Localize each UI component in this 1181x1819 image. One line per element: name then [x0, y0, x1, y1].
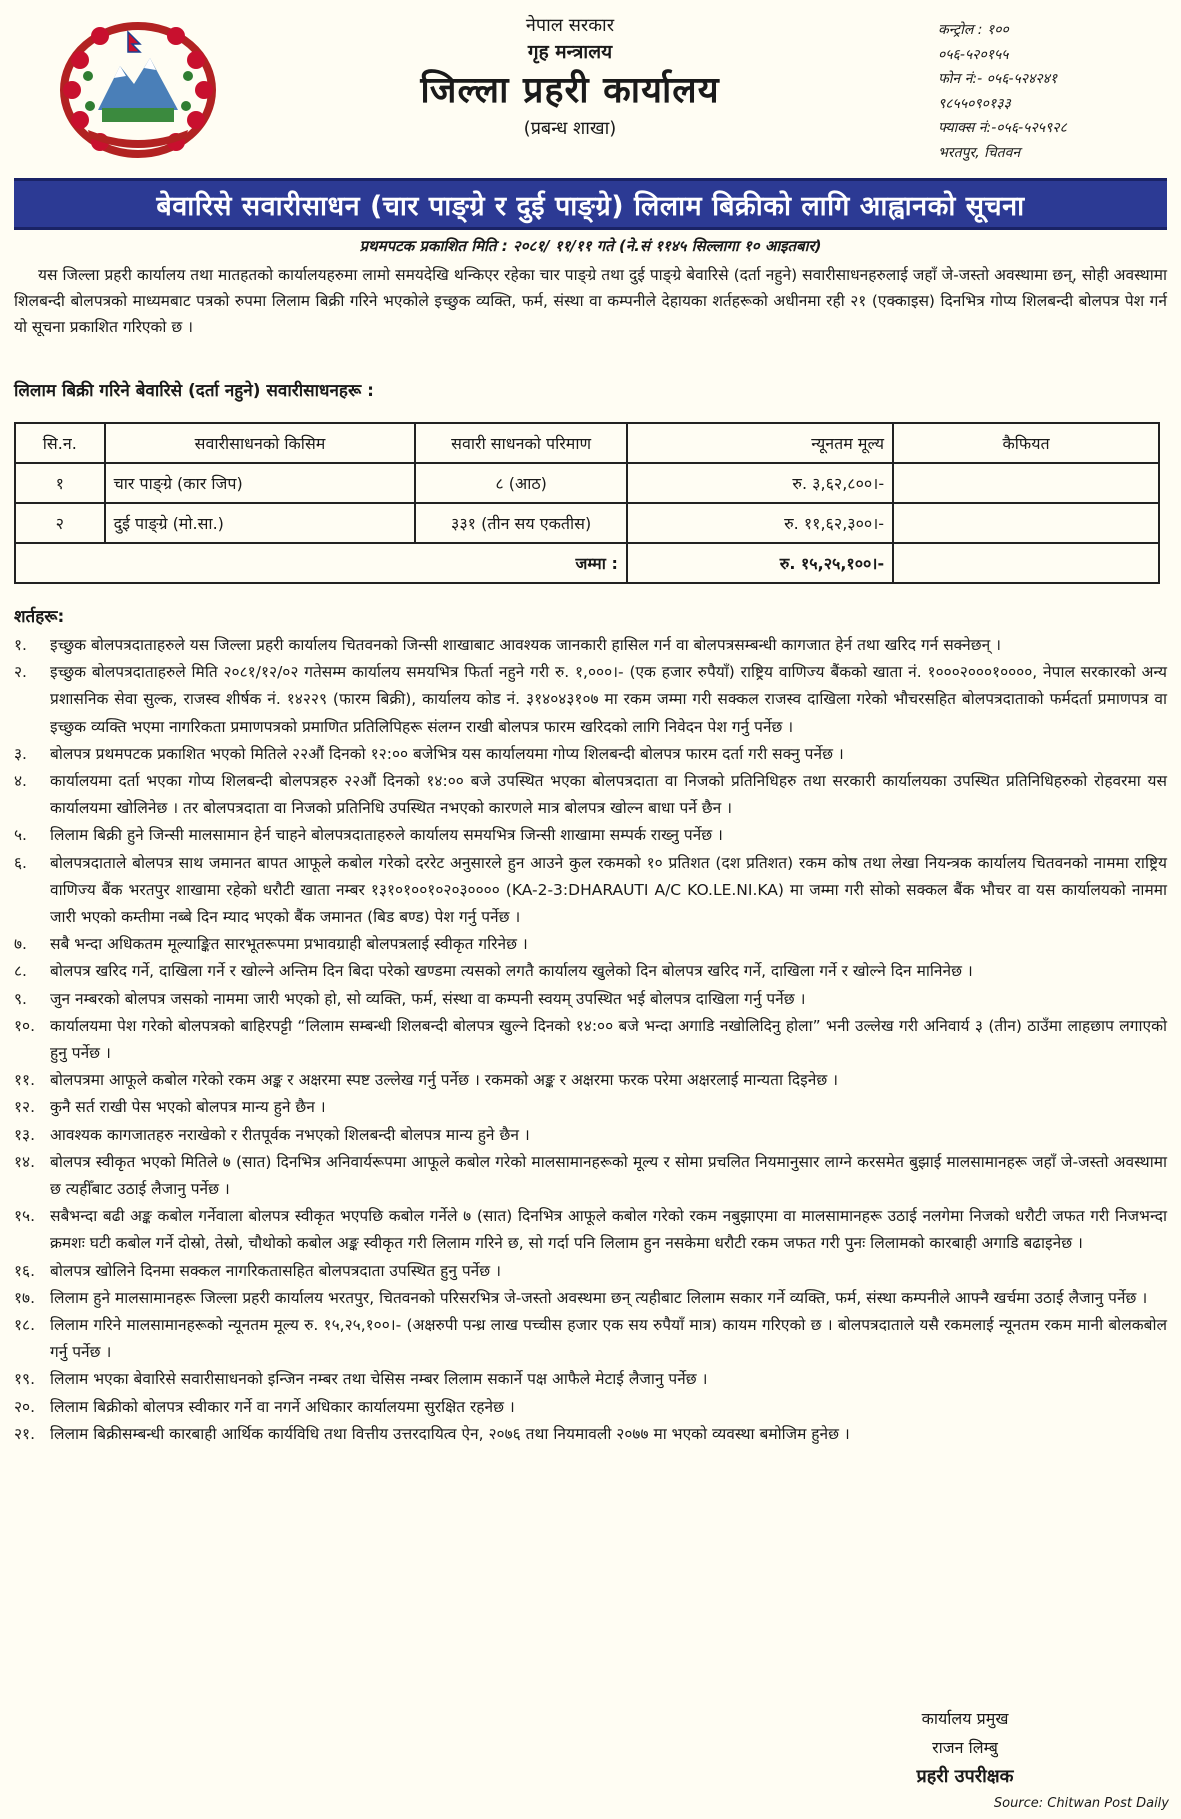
condition-number: ११.	[14, 1071, 36, 1090]
signatory-rank: प्रहरी उपरीक्षक	[916, 1766, 1014, 1787]
condition-text: लिलाम बिक्रीसम्बन्धी कारबाही आर्थिक कार्यविधि तथा वित्तीय उत्तरदायित्व ऐन, २०७६ तथा नियमावली २०७७ मा भएको व्यवस्था बमोजिम हुनेछ ।	[50, 1424, 850, 1443]
list-item	[14, 659, 1167, 741]
conditions-heading: शर्तहरू:	[14, 607, 65, 627]
col-header-price: न्यूनतम मूल्य	[627, 423, 893, 463]
condition-text: बोलपत्र खोलिने दिनमा सक्कल नागरिकतासहित बोलपत्रदाता उपस्थित हुनु पर्नेछ ।	[50, 1261, 501, 1280]
condition-text: बोलपत्र खरिद गर्ने, दाखिला गर्ने र खोल्ने अन्तिम दिन बिदा परेको खण्डमा त्यसको लगतै कार्यालय खुलेको दिन बोलपत्र खरिद गर्ने, दाखिला गर्ने र खोल्ने दिन मानिनेछ ।	[50, 962, 973, 981]
list-item	[14, 958, 1167, 985]
signature-block	[860, 1704, 1070, 1791]
col-header-remark: कैफियत	[893, 423, 1159, 463]
contact-block	[938, 18, 1178, 165]
table-row	[15, 463, 1159, 503]
list-item	[14, 931, 1167, 958]
cell-remark	[893, 503, 1159, 543]
condition-text: लिलाम बिक्री हुने जिन्सी मालसामान हेर्न चाहने बोलपत्रदाताहरुले कार्यालय समयभित्र जिन्सी शाखामा सम्पर्क राख्नु पर्नेछ ।	[50, 826, 723, 845]
condition-number: १७.	[14, 1288, 36, 1307]
cell-price: रु. ३,६२,८००।-	[627, 463, 893, 503]
list-item	[14, 850, 1167, 932]
list-item	[14, 1013, 1167, 1067]
cell-sn: १	[15, 463, 105, 503]
condition-text: लिलाम गरिने मालसामानहरूको न्यूनतम मूल्य रु. १५,२५,१००।- (अक्षरुपी पन्ध्र लाख पच्चीस हजार एक सय रुपैयाँ मात्र) कायम गरिएको छ । बोलपत्रदाताले यसै रकमलाई न्यूनतम रकम मानी बोलकबोल गर्नु पर्नेछ ।	[50, 1316, 1167, 1362]
list-item	[14, 1366, 1167, 1393]
vehicle-table	[14, 422, 1160, 584]
office-name: जिल्ला प्रहरी कार्यालय	[420, 70, 720, 111]
list-item	[14, 1285, 1167, 1312]
condition-text: बोलपत्रमा आफूले कबोल गरेको रकम अङ्क र अक्षरमा स्पष्ट उल्लेख गर्नु पर्नेछ । रकमको अङ्क र अक्षरमा फरक परेमा अक्षरलाई मान्यता दिइनेछ ।	[50, 1071, 839, 1090]
condition-text: लिलाम हुने मालसामानहरू जिल्ला प्रहरी कार्यालय भरतपुर, चितवनको परिसरभित्र जे-जस्तो अवस्थमा छन् त्यहीबाट लिलाम सकार गर्ने व्यक्ति, फर्म, संस्था कम्पनीले आफ्नै खर्चमा उठाई लैजानु पर्नेछ ।	[50, 1288, 1148, 1307]
cell-type: चार पाङ्ग्रे (कार जिप)	[105, 463, 416, 503]
list-item	[14, 1067, 1167, 1094]
list-item	[14, 1149, 1167, 1203]
contact-phone-2: फोन नं:- ०५६-५२४२४१	[938, 71, 1058, 87]
condition-number: २१.	[14, 1424, 36, 1443]
government-name: नेपाल सरकार	[525, 15, 615, 36]
col-header-qty: सवारी साधनको परिमाण	[415, 423, 626, 463]
cell-type: दुई पाङ्ग्रे (मो.सा.)	[105, 503, 416, 543]
contact-phone-1: ०५६-५२०१५५	[938, 46, 1009, 63]
notice-title-banner: बेवारिसे सवारीसाधन (चार पाङ्ग्रे र दुई पाङ्ग्रे) लिलाम बिक्रीको लागि आह्वानको सूचना	[14, 178, 1167, 230]
condition-text: इच्छुक बोलपत्रदाताहरुले यस जिल्ला प्रहरी कार्यालय चितवनको जिन्सी शाखाबाट आवश्यक जानकारी हासिल गर्न वा बोलपत्रसम्बन्धी कागजात हेर्न तथा खरिद गर्न सक्नेछन् ।	[50, 636, 1002, 654]
condition-text: लिलाम भएका बेवारिसे सवारीसाधनको इन्जिन नम्बर तथा चेसिस नम्बर लिलाम सकार्ने पक्ष आफैले मेटाई लैजानु पर्नेछ ।	[50, 1370, 708, 1389]
condition-text: कार्यालयमा पेश गरेको बोलपत्रको बाहिरपट्टी “लिलाम सम्बन्धी शिलबन्दी बोलपत्र खुल्ने दिनको १४:०० बजे भन्दा अगाडि नखोलिदिनु होला” भनी उल्लेख गरी अनिवार्य ३ (तीन) ठाउँमा लाहछाप लगाएको हुनु पर्नेछ ।	[50, 1016, 1167, 1063]
table-row	[15, 503, 1159, 543]
condition-text: सबै भन्दा अधिकतम मूल्याङ्कित सारभूतरूपमा प्रभावग्राही बोलपत्रलाई स्वीकृत गरिनेछ ।	[50, 935, 528, 954]
vehicle-list-heading: लिलाम बिक्री गरिने बेवारिसे (दर्ता नहुने) सवारीसाधनहरू :	[14, 381, 374, 401]
contact-control: कन्ट्रोल : १००	[938, 22, 1009, 38]
signatory-name: राजन लिम्बु	[932, 1738, 998, 1757]
cell-price: रु. ११,६२,३००।-	[627, 503, 893, 543]
conditions-list	[14, 632, 1167, 1448]
condition-number: १९.	[14, 1370, 36, 1389]
condition-text: जुन नम्बरको बोलपत्र जसको नाममा जारी भएको हो, सो व्यक्ति, फर्म, संस्था वा कम्पनी स्वयम् उपस्थित भई बोलपत्र दाखिला गर्नु पर्नेछ ।	[50, 989, 806, 1008]
intro-text: यस जिल्ला प्रहरी कार्यालय तथा मातहतको कार्यालयहरुमा लामो समयदेखि थन्किएर रहेका चार पाङ्ग्रे तथा दुई पाङ्ग्रे बेवारिसे (दर्ता नहुने) सवारीसाधनहरुलाई जहाँ जे-जस्तो अवस्थामा छन्, सोही अवस्थामा शिलबन्दी बोलपत्रको माध्यमबाट पत्रको रुपमा लिलाम बिक्री गरिने भएकोले इच्छुक व्यक्ति, फर्म, संस्था वा कम्पनीले देहायका शर्तहरूको अधीनमा रही २१ (एक्काइस) दिनभित्र गोप्य शिलबन्दी बोलपत्र पेश गर्न यो सूचना प्रकाशित गरिएको छ ।	[14, 266, 1167, 336]
cell-remark	[893, 463, 1159, 503]
nepal-emblem-icon	[58, 18, 218, 158]
signatory-role: कार्यालय प्रमुख	[921, 1709, 1009, 1728]
list-item	[14, 1203, 1167, 1257]
contact-mobile: ९८५५०९०१३३	[938, 95, 1011, 112]
office-header	[300, 14, 840, 142]
list-item	[14, 986, 1167, 1013]
contact-address: भरतपुर, चितवन	[938, 144, 1021, 161]
cell-qty: ८ (आठ)	[415, 463, 626, 503]
source-credit: Source: Chitwan Post Daily	[993, 1796, 1169, 1811]
list-item	[14, 1122, 1167, 1149]
condition-number: ७.	[14, 935, 27, 954]
condition-number: १८.	[14, 1316, 36, 1335]
cell-qty: ३३१ (तीन सय एकतीस)	[415, 503, 626, 543]
condition-text: बोलपत्र प्रथमपटक प्रकाशित भएको मितिले २२औं दिनको १२:०० बजेभित्र यस कार्यालयमा गोप्य शिलबन्दी बोलपत्र फारम दर्ता गरी सक्नु पर्नेछ ।	[50, 744, 844, 763]
table-total-row	[15, 543, 1159, 583]
condition-text: आवश्यक कागजातहरु नराखेको र रीतपूर्वक नभएको शिलबन्दी बोलपत्र मान्य हुने छैन ।	[50, 1125, 530, 1144]
condition-number: १३.	[14, 1125, 36, 1144]
intro-paragraph	[14, 262, 1167, 340]
publication-date: प्रथमपटक प्रकाशित मिति : २०८१/ ११/११ गते (ने.सं ११४५ सिल्लागा १० आइतबार)	[359, 237, 822, 255]
col-header-type: सवारीसाधनको किसिम	[105, 423, 416, 463]
condition-number: १४.	[14, 1152, 36, 1171]
condition-number: ३.	[14, 744, 27, 763]
total-remark	[893, 543, 1159, 583]
list-item	[14, 632, 1167, 659]
condition-number: १६.	[14, 1261, 36, 1280]
list-item	[14, 741, 1167, 768]
list-item	[14, 1421, 1167, 1448]
branch-name: (प्रबन्ध शाखा)	[523, 118, 617, 139]
condition-text: कार्यालयमा दर्ता भएका गोप्य शिलबन्दी बोलपत्रहरु २२औं दिनको १४:०० बजे उपस्थित भएका बोलपत्रदाता वा निजको प्रतिनिधिहरु तथा सरकारी कार्यालयका उपस्थित प्रतिनिधिहरुको रोहवरमा यस कार्यालयमा खोलिनेछ । तर बोलपत्रदाता वा निजको प्रतिनिधि उपस्थित नभएको कारणले मात्र बोलपत्र खोल्न बाधा पर्ने छैन ।	[50, 772, 1167, 818]
list-item	[14, 1312, 1167, 1366]
total-label: जम्मा :	[15, 543, 627, 583]
list-item	[14, 822, 1167, 849]
condition-text: लिलाम बिक्रीको बोलपत्र स्वीकार गर्ने वा नगर्ने अधिकार कार्यालयमा सुरक्षित रहनेछ ।	[50, 1397, 515, 1416]
condition-number: ९.	[14, 989, 27, 1008]
condition-text: कुनै सर्त राखी पेस भएको बोलपत्र मान्य हुने छैन ।	[50, 1098, 326, 1117]
list-item	[14, 1258, 1167, 1285]
ministry-name: गृह मन्त्रालय	[527, 41, 613, 63]
list-item	[14, 768, 1167, 822]
condition-text: बोलपत्रदाताले बोलपत्र साथ जमानत बापत आफूले कबोल गरेको दररेट अनुसारले हुन आउने कुल रकमको १० प्रतिशत (दश प्रतिशत) रकम कोष तथा लेखा नियन्त्रक कार्यालय चितवनको नाममा राष्ट्रिय वाणिज्य बैंक भरतपुर शाखामा रहेको धरौटी खाता नम्बर १३१०१००१०२०३०००० (KA-2-3:DHARAUTI A/C KO.LE.NI.KA) मा जम्मा गरी सोको सक्कल बैंक भौचर वा यस कार्यालयको नाममा जारी भएको कम्तीमा नब्बे दिन म्याद भएको बैंक जमानत (बिड बण्ड) पेश गर्नु पर्नेछ ।	[50, 853, 1167, 927]
contact-fax: फ्याक्स नं:-०५६-५२५९२८	[938, 120, 1067, 136]
table-header-row	[15, 423, 1159, 463]
condition-number: १५.	[14, 1207, 36, 1226]
list-item	[14, 1394, 1167, 1421]
total-value: रु. १५,२५,१००।-	[627, 543, 893, 583]
condition-number: २.	[14, 663, 27, 682]
condition-text: सबैभन्दा बढी अङ्क कबोल गर्नेवाला बोलपत्र स्वीकृत भएपछि कबोल गर्नेले ७ (सात) दिनभित्र आफूले कबोल गरेको रकम नबुझाएमा वा मालसामानहरू उठाई नलगेमा निजको धरौटी जफत गरी निजभन्दा क्रमशः घटी कबोल गर्ने दोस्रो, तेस्रो, चौथोको कबोल अङ्क स्वीकृत गरी लिलाम गरिने छ, सो गर्दा पनि लिलाम हुन नसकेमा धरौटी रकम जफत गरी पुनः लिलामको कारबाही अगाडि बढाइनेछ ।	[50, 1207, 1167, 1253]
condition-text: इच्छुक बोलपत्रदाताहरुले मिति २०८१/१२/०२ गतेसम्म कार्यालय समयभित्र फिर्ता नहुने गरी रु. १,०००।- (एक हजार रुपैयाँ) राष्ट्रिय वाणिज्य बैंकको खाता नं. १०००२०००१००००, नेपाल सरकारको अन्य प्रशासनिक सेवा सुल्क, राजस्व शीर्षक नं. १४२२९ (फारम बिक्री), कार्यालय कोड नं. ३१४०४३१०७ मा रकम जम्मा गरी सक्कल राजस्व दाखिला गरेको भौचरसहित बोलपत्रदाताको फर्मदर्ता प्रमाणपत्र वा इच्छुक व्यक्ति भएमा नागरिकता प्रमाणपत्रको प्रमाणित प्रतिलिपिहरू संलग्न राखी बोलपत्र फारम खरिदको लागि निवेदन पेश गर्नु पर्नेछ ।	[50, 663, 1167, 736]
condition-number: ४.	[14, 772, 27, 791]
condition-number: १०.	[14, 1016, 36, 1035]
cell-sn: २	[15, 503, 105, 543]
col-header-sn: सि.न.	[15, 423, 105, 463]
condition-number: २०.	[14, 1397, 36, 1416]
list-item	[14, 1094, 1167, 1121]
condition-number: १२.	[14, 1098, 36, 1117]
condition-text: बोलपत्र स्वीकृत भएको मितिले ७ (सात) दिनभित्र अनिवार्यरूपमा आफूले कबोल गरेको मालसामानहरूको मूल्य र सोमा प्रचलित नियमानुसार लाग्ने करसमेत बुझाई मालसामानहरू जहाँ जे-जस्तो अवस्थामा छ त्यहीँबाट उठाई लैजानु पर्नेछ ।	[50, 1152, 1167, 1199]
condition-number: ८.	[14, 962, 27, 981]
condition-number: ५.	[14, 826, 27, 845]
condition-number: १.	[14, 636, 27, 654]
condition-number: ६.	[14, 853, 27, 872]
